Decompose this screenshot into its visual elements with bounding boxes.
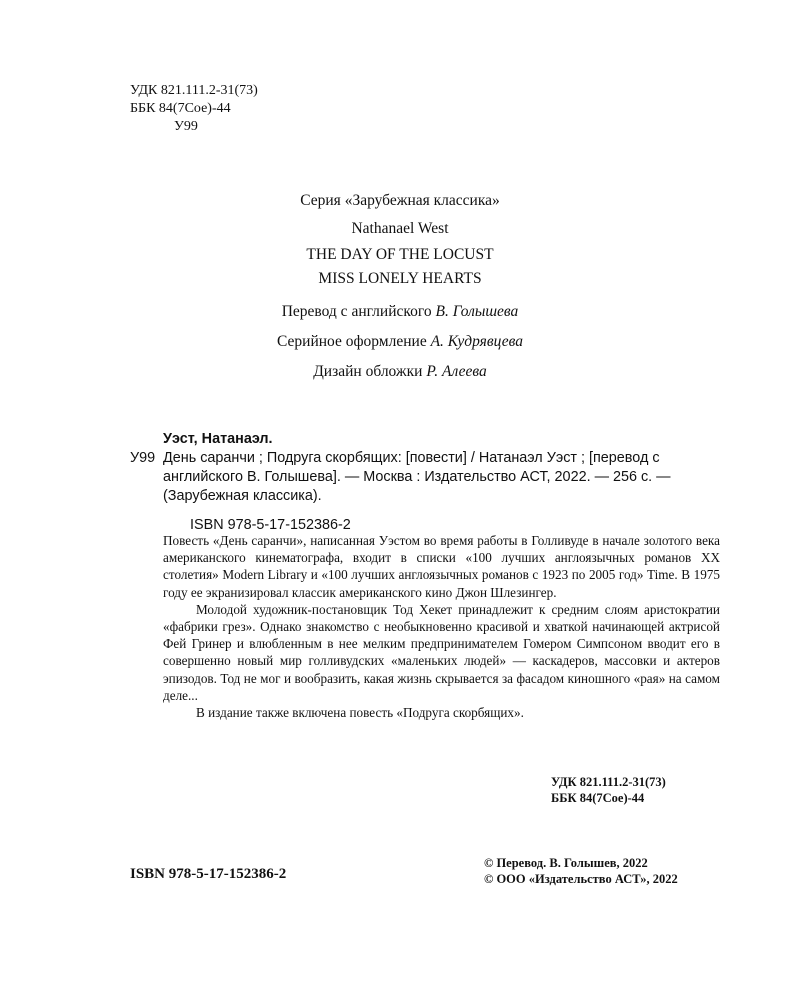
bbk-code: ББК 84(7Сое)-44 [130,101,231,116]
translator-name: В. Голышева [435,303,519,320]
bib-code: У99 [130,450,156,466]
footer-udk: УДК 821.111.2-31(73) [551,775,666,789]
translation-credit [0,297,800,327]
bib-isbn: ISBN 978-5-17-152386-2 [190,517,351,533]
copyright-translation: © Перевод. В. Голышев, 2022 [484,856,648,870]
credits-block [0,187,800,387]
annotation-paragraph: Молодой художник-постановщик Тод Хекет принадлежит к средним слоям аристократии «фабрики грез». Однако знакомство с необыкновенно красивой и хваткой начинающей актрисой Фей Гринер и влюбленным в нее мелким предпринимателем Гомером Симпсоном вводит его в совершенно новый мир голливудских «маленьких людей» — каскадеров, массовки и актеров эпизодов. Тод не мог и вообразить, какая жизнь скрывается за фасадом киношного «рая» на самом деле... [163,601,720,703]
bib-entry [130,449,720,506]
series-design-credit [0,327,800,357]
cover-designer-name: Р. Алеева [426,363,487,380]
bib-description: День саранчи ; Подруга скорбящих: [повести] / Натанаэл Уэст ; [перевод с английского В. Голышева]. — Москва : Издательство АСТ, 2022. — 256 с. — (Зарубежная классика). [163,450,671,504]
footer-classification [551,774,666,806]
annotation [163,532,720,721]
original-title-2: MISS LONELY HEARTS [318,270,482,287]
copyright-publisher: © ООО «Издательство АСТ», 2022 [484,872,678,886]
annotation-paragraph: Повесть «День саранчи», написанная Уэстом во время работы в Голливуде в начале золотого века американского кинематографа, входит в списки «100 лучших англоязычных романов XX столетия» Modern Library и «100 лучших англоязычных романов с 1923 по 2005 год» Time. В 1975 году ее экранизировал классик американского кино Джон Шлезингер. [163,533,720,600]
original-author: Nathanael West [351,220,449,237]
translation-label: Перевод с английского [281,303,432,320]
udk-code: УДК 821.111.2-31(73) [130,83,258,98]
author-mark: У99 [174,119,198,134]
series-line: Серия «Зарубежная классика» [300,192,500,209]
original-title-1: THE DAY OF THE LOCUST [306,246,494,263]
series-designer-name: А. Кудрявцева [430,333,523,350]
footer-isbn: ISBN 978-5-17-152386-2 [130,866,287,882]
footer-bbk: ББК 84(7Сое)-44 [551,791,645,805]
bibliographic-record [130,430,720,535]
cover-design-credit [0,357,800,387]
classification-block [130,82,258,136]
series-design-label: Серийное оформление [277,333,427,350]
cover-design-label: Дизайн обложки [313,363,423,380]
bib-author: Уэст, Натанаэл. [163,431,273,447]
copyright-block [484,855,678,887]
annotation-paragraph: В издание также включена повесть «Подруга скорбящих». [196,705,524,721]
